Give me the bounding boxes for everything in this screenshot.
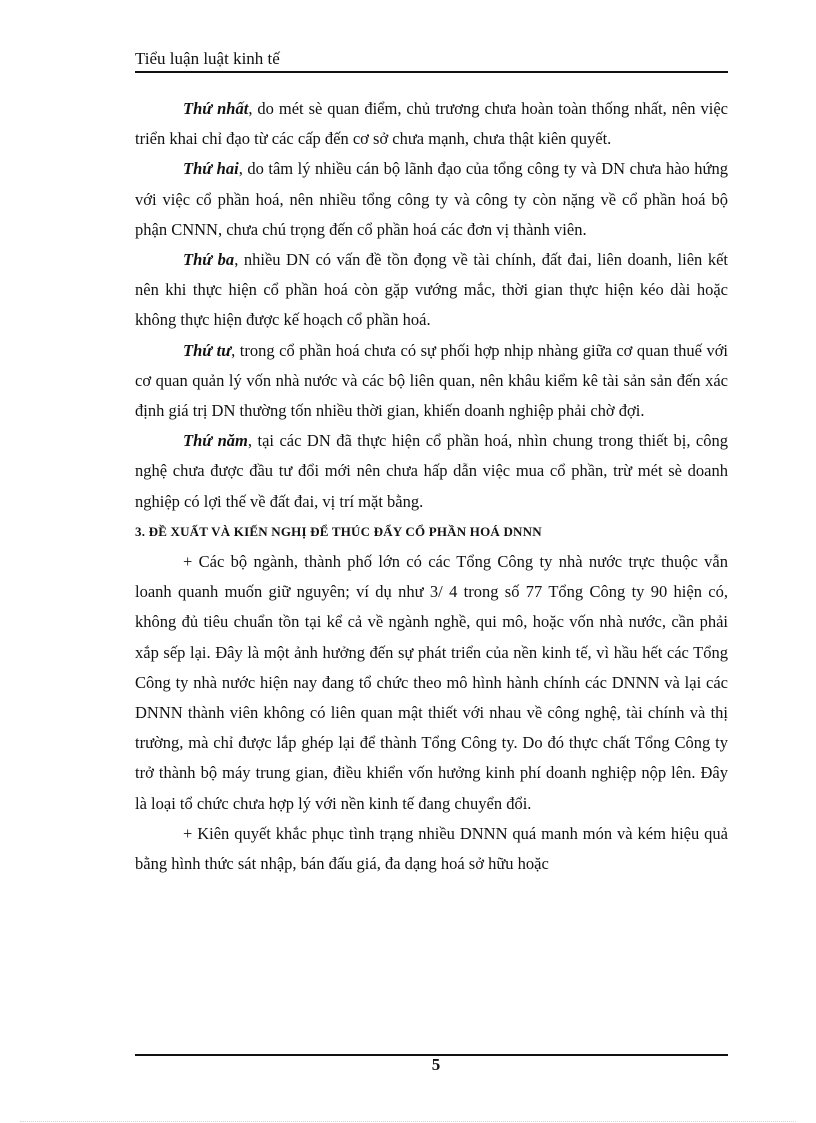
paragraph-text: , trong cổ phần hoá chưa có sự phối hợp nhịp nhàng giữa cơ quan thuế với cơ quan quản lý vốn nhà nước và các bộ liên quan, nên khâu kiểm kê tài sản sản đến xác định giá trị DN thường tốn nhiều thời gian, khiến doanh nghiệp phải chờ đợi. [135, 340, 728, 421]
recommendation-paragraph: + Các bộ ngành, thành phố lớn có các Tổng Công ty nhà nước trực thuộc vẫn loanh quanh muốn giữ nguyên; ví dụ như 3/ 4 trong số 77 Tổng Công ty 90 hiện có, không đủ tiêu chuẩn tồn tại kể cả về ngành nghề, qui mô, hoặc vốn nhà nước, cần phải xắp sếp lại. Đây là một ảnh hưởng đến sự phát triển của nền kinh tế, vì hầu hết các Tổng Công ty nhà nước hiện nay đang tổ chức theo mô hình hành chính các DNNN và lại các DNNN thành viên không có liên quan mật thiết với nhau về công nghệ, tài chính và thị trường, mà chỉ được lắp ghép lại để thành Tổng Công ty. Do đó thực chất Tổng Công ty trở thành bộ máy trung gian, điều khiển vốn hưởng kinh phí doanh nghiệp nộp lên. Đây là loại tổ chức chưa hợp lý với nền kinh tế đang chuyển đổi. [135, 552, 728, 813]
document-header-title: Tiểu luận luật kinh tế [135, 49, 280, 68]
paragraph-lead: Thứ tư [183, 340, 232, 360]
recommendation-paragraph: + Kiên quyết khắc phục tình trạng nhiều DNNN quá manh món và kém hiệu quả bằng hình thức sát nhập, bán đấu giá, đa dạng hoá sở hữu hoặc [135, 823, 728, 874]
paragraph-lead: Thứ ba [183, 250, 235, 270]
paragraph-text: , do tâm lý nhiều cán bộ lãnh đạo của tổng công ty và DN chưa hào hứng với việc cổ phần hoá, nên nhiều tổng công ty và công ty còn nặng về cổ phần hoá bộ phận CNNN, chưa chú trọng đến cổ phần hoá các đơn vị thành viên. [135, 159, 729, 239]
paragraph-fifth [135, 426, 728, 517]
paragraph-first [135, 94, 728, 154]
page-bottom-edge [20, 1121, 796, 1122]
paragraph-text: , nhiều DN có vấn đề tồn đọng về tài chính, đất đai, liên doanh, liên kết nên khi thực hiện cổ phần hoá còn gặp vướng mắc, thời gian thực hiện kéo dài hoặc không thực hiện được kế hoạch cổ phần hoá. [135, 250, 728, 330]
paragraph-lead: Thứ năm [183, 431, 248, 451]
paragraph-text: , do mét sè quan điểm, chủ trương chưa hoàn toàn thống nhất, nên việc triển khai chỉ đạo từ các cấp đến cơ sở chưa mạnh, chưa thật kiên quyết. [135, 99, 729, 149]
paragraph-fourth [135, 336, 728, 427]
document-body [135, 94, 728, 879]
paragraph-second [135, 154, 728, 245]
paragraph-text: , tại các DN đã thực hiện cổ phần hoá, nhìn chung trong thiết bị, công nghệ chưa được đầu tư đổi mới nên chưa hấp dẫn việc mua cổ phần, trừ mét sè doanh nghiệp có lợi thế về đất đai, vị trí mặt bằng. [135, 431, 728, 511]
paragraph-lead: Thứ nhất [183, 99, 249, 118]
page-number: 5 [431, 1055, 441, 1074]
header-divider [135, 71, 728, 73]
paragraph-lead: Thứ hai [183, 159, 239, 179]
section-heading: 3. ĐỀ XUẤT VÀ KIẾN NGHỊ ĐỂ THÚC ĐẨY CỔ PHẦN HOÁ DNNN [135, 523, 542, 539]
paragraph-third [135, 245, 728, 336]
